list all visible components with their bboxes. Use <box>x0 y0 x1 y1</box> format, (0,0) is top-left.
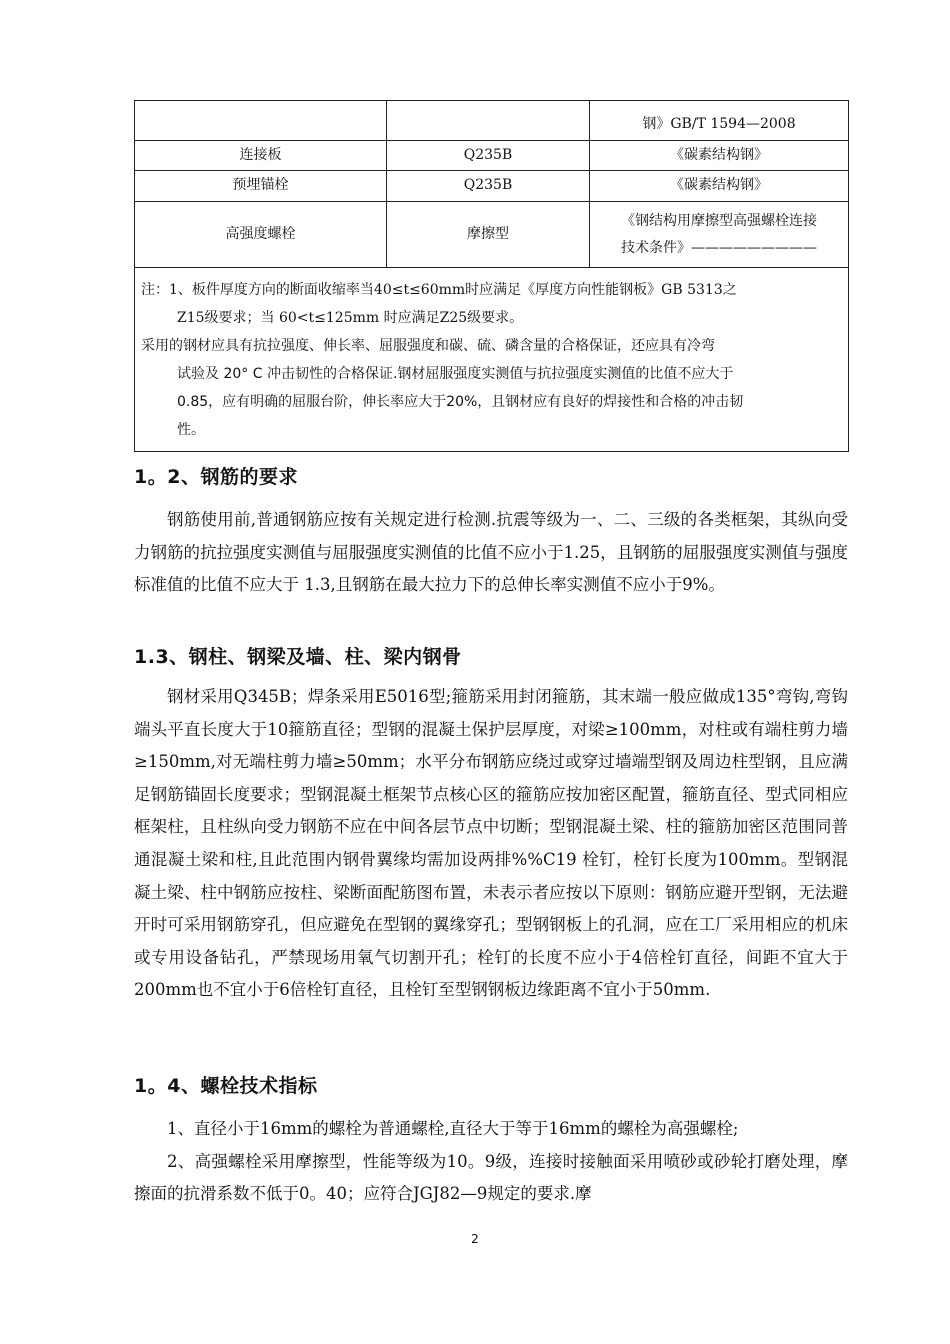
material-standard-cell: 《碳素结构钢》 <box>590 141 849 171</box>
material-name-cell: 连接板 <box>135 141 387 171</box>
standard-text: 钢》GB/T 1594—2008 <box>642 116 796 133</box>
table-row <box>135 202 849 268</box>
paragraph: 1、直径小于16mm的螺栓为普通螺栓,直径大于等于16mm的螺栓为高强螺栓; <box>167 1119 739 1138</box>
section-heading: 1。2、钢筋的要求 <box>134 466 298 488</box>
section-heading: 1。4、螺栓技术指标 <box>134 1075 318 1097</box>
note-line: 注：1、板件厚度方向的断面收缩率当40≤t≤60mm时应满足《厚度方向性能钢板》GB 5313之 <box>141 281 737 298</box>
material-spec-table <box>134 100 849 452</box>
table-row <box>135 171 849 202</box>
table-row <box>135 101 849 141</box>
paragraph: 钢材采用Q345B；焊条采用E5016型;箍筋采用封闭箍筋，其末端一般应做成135°弯钩,弯钩端头平直长度大于10箍筋直径；型钢的混凝土保护层厚度，对梁≥100mm，对柱或有端柱剪力墙≥150mm,对无端柱剪力墙≥50mm；水平分布钢筋应绕过或穿过墙端型钢及周边柱型钢，且应满足钢筋锚固长度要求；型钢混凝土框架节点核心区的箍筋应按加密区配置，箍筋直径、型式同相应框架柱，且柱纵向受力钢筋不应在中间各层节点中切断；型钢混凝土梁、柱的箍筋加密区范围同普通混凝土梁和柱,且此范围内钢骨翼缘均需加设两排%%C19 栓钉，栓钉长度为100mm。型钢混凝土梁、柱中钢筋应按柱、梁断面配筋图布置，未表示者应按以下原则：钢筋应避开型钢，无法避开时可采用钢筋穿孔，但应避免在型钢的翼缘穿孔；型钢钢板上的孔洞，应在工厂采用相应的机床或专用设备钻孔，严禁现场用氧气切割开孔；栓钉的长度不应小于4倍栓钉直径，间距不宜大于200mm也不宜小于6倍栓钉直径，且栓钉至型钢钢板边缘距离不宜小于50mm. <box>134 687 848 1000</box>
table-row <box>135 268 849 452</box>
material-grade-cell: Q235B <box>387 171 590 202</box>
standard-line: 技术条件》————————— <box>621 239 817 256</box>
material-name-cell <box>135 101 387 141</box>
paragraph: 钢筋使用前,普通钢筋应按有关规定进行检测.抗震等级为一、二、三级的各类框架，其纵向受力钢筋的抗拉强度实测值与屈服强度实测值的比值不应小于1.25，且钢筋的屈服强度实测值与强度标准值的比值不应大于 1.3,且钢筋在最大拉力下的总伸长率实测值不应小于9%。 <box>134 510 848 595</box>
standard-line: 《钢结构用摩擦型高强螺栓连接 <box>621 212 817 229</box>
section-heading: 1.3、钢柱、钢梁及墙、柱、梁内钢骨 <box>134 646 462 668</box>
note-line: Z15级要求；当 60<t≤125mm 时应满足Z25级要求。 <box>177 309 524 326</box>
table-row <box>135 141 849 171</box>
note-line: 试验及 20° C 冲击韧性的合格保证.钢材屈服强度实测值与抗拉强度实测值的比值不应大于 <box>177 365 734 382</box>
note-line: 0.85，应有明确的屈服台阶，伸长率应大于20%，且钢材应有良好的焊接性和合格的冲击韧 <box>177 393 744 410</box>
material-standard-cell <box>590 101 849 141</box>
paragraph: 2、高强螺栓采用摩擦型，性能等级为10。9级，连接时接触面采用喷砂或砂轮打磨处理，摩擦面的抗滑系数不低于0。40；应符合JGJ82—9规定的要求.摩 <box>134 1151 848 1204</box>
material-name-cell: 高强度螺栓 <box>135 202 387 268</box>
material-grade-cell: Q235B <box>387 141 590 171</box>
material-grade-cell: 摩擦型 <box>387 202 590 268</box>
section-body <box>134 681 848 1007</box>
material-standard-cell <box>590 202 849 268</box>
material-standard-cell: 《碳素结构钢》 <box>590 171 849 202</box>
section-body <box>134 504 848 602</box>
material-grade-cell <box>387 101 590 141</box>
section-body <box>134 1113 848 1211</box>
page-number: 2 <box>471 1232 479 1246</box>
material-name-cell: 预埋锚栓 <box>135 171 387 202</box>
table-note-cell <box>135 268 849 452</box>
note-line: 采用的钢材应具有抗拉强度、伸长率、屈服强度和碳、硫、磷含量的合格保证，还应具有冷弯 <box>141 337 715 354</box>
note-line: 性。 <box>177 421 205 438</box>
